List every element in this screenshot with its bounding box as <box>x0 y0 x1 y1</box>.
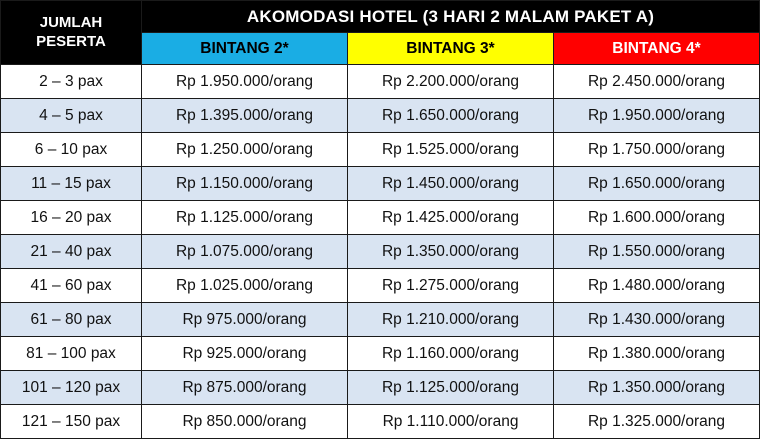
table-header-row-title <box>1 1 760 33</box>
price-cell-bintang-3: Rp 1.450.000/orang <box>348 167 554 201</box>
table-row <box>1 99 760 133</box>
price-cell-bintang-4: Rp 1.650.000/orang <box>554 167 760 201</box>
price-cell-bintang-3: Rp 1.125.000/orang <box>348 371 554 405</box>
participants-header <box>1 1 142 65</box>
price-cell-bintang-4: Rp 1.550.000/orang <box>554 235 760 269</box>
table-row <box>1 167 760 201</box>
price-cell-bintang-3: Rp 1.425.000/orang <box>348 201 554 235</box>
table-row <box>1 371 760 405</box>
price-cell-bintang-3: Rp 1.275.000/orang <box>348 269 554 303</box>
pax-cell: 121 – 150 pax <box>1 405 142 439</box>
price-cell-bintang-4: Rp 1.600.000/orang <box>554 201 760 235</box>
price-cell-bintang-3: Rp 2.200.000/orang <box>348 65 554 99</box>
table-row <box>1 201 760 235</box>
pax-cell: 61 – 80 pax <box>1 303 142 337</box>
price-cell-bintang-4: Rp 1.380.000/orang <box>554 337 760 371</box>
column-header-bintang-2: BINTANG 2* <box>142 33 348 65</box>
price-cell-bintang-2: Rp 1.125.000/orang <box>142 201 348 235</box>
pax-cell: 16 – 20 pax <box>1 201 142 235</box>
column-header-bintang-4: BINTANG 4* <box>554 33 760 65</box>
price-cell-bintang-2: Rp 1.950.000/orang <box>142 65 348 99</box>
table-row <box>1 65 760 99</box>
pax-cell: 6 – 10 pax <box>1 133 142 167</box>
price-cell-bintang-3: Rp 1.350.000/orang <box>348 235 554 269</box>
table-row <box>1 269 760 303</box>
price-cell-bintang-2: Rp 975.000/orang <box>142 303 348 337</box>
table-row <box>1 405 760 439</box>
price-cell-bintang-2: Rp 1.250.000/orang <box>142 133 348 167</box>
price-cell-bintang-4: Rp 1.325.000/orang <box>554 405 760 439</box>
column-header-bintang-3: BINTANG 3* <box>348 33 554 65</box>
price-cell-bintang-3: Rp 1.110.000/orang <box>348 405 554 439</box>
price-cell-bintang-2: Rp 850.000/orang <box>142 405 348 439</box>
price-cell-bintang-4: Rp 1.480.000/orang <box>554 269 760 303</box>
main-title: AKOMODASI HOTEL (3 HARI 2 MALAM PAKET A) <box>142 1 760 33</box>
price-cell-bintang-4: Rp 1.350.000/orang <box>554 371 760 405</box>
table-row <box>1 303 760 337</box>
table-row <box>1 235 760 269</box>
price-cell-bintang-2: Rp 1.025.000/orang <box>142 269 348 303</box>
pax-cell: 41 – 60 pax <box>1 269 142 303</box>
pax-cell: 81 – 100 pax <box>1 337 142 371</box>
price-cell-bintang-3: Rp 1.160.000/orang <box>348 337 554 371</box>
pax-cell: 4 – 5 pax <box>1 99 142 133</box>
table-row <box>1 133 760 167</box>
price-cell-bintang-4: Rp 1.750.000/orang <box>554 133 760 167</box>
table-body <box>1 65 760 439</box>
price-cell-bintang-2: Rp 925.000/orang <box>142 337 348 371</box>
price-cell-bintang-2: Rp 1.150.000/orang <box>142 167 348 201</box>
pax-cell: 11 – 15 pax <box>1 167 142 201</box>
price-cell-bintang-2: Rp 875.000/orang <box>142 371 348 405</box>
table-row <box>1 337 760 371</box>
price-cell-bintang-2: Rp 1.075.000/orang <box>142 235 348 269</box>
participants-header-line2: PESERTA <box>36 32 106 50</box>
price-cell-bintang-4: Rp 1.430.000/orang <box>554 303 760 337</box>
price-cell-bintang-2: Rp 1.395.000/orang <box>142 99 348 133</box>
price-cell-bintang-3: Rp 1.525.000/orang <box>348 133 554 167</box>
price-cell-bintang-3: Rp 1.210.000/orang <box>348 303 554 337</box>
table-header <box>1 1 760 65</box>
price-cell-bintang-4: Rp 2.450.000/orang <box>554 65 760 99</box>
pax-cell: 2 – 3 pax <box>1 65 142 99</box>
pax-cell: 21 – 40 pax <box>1 235 142 269</box>
price-cell-bintang-4: Rp 1.950.000/orang <box>554 99 760 133</box>
participants-header-line1: JUMLAH <box>39 13 103 31</box>
pax-cell: 101 – 120 pax <box>1 371 142 405</box>
price-cell-bintang-3: Rp 1.650.000/orang <box>348 99 554 133</box>
